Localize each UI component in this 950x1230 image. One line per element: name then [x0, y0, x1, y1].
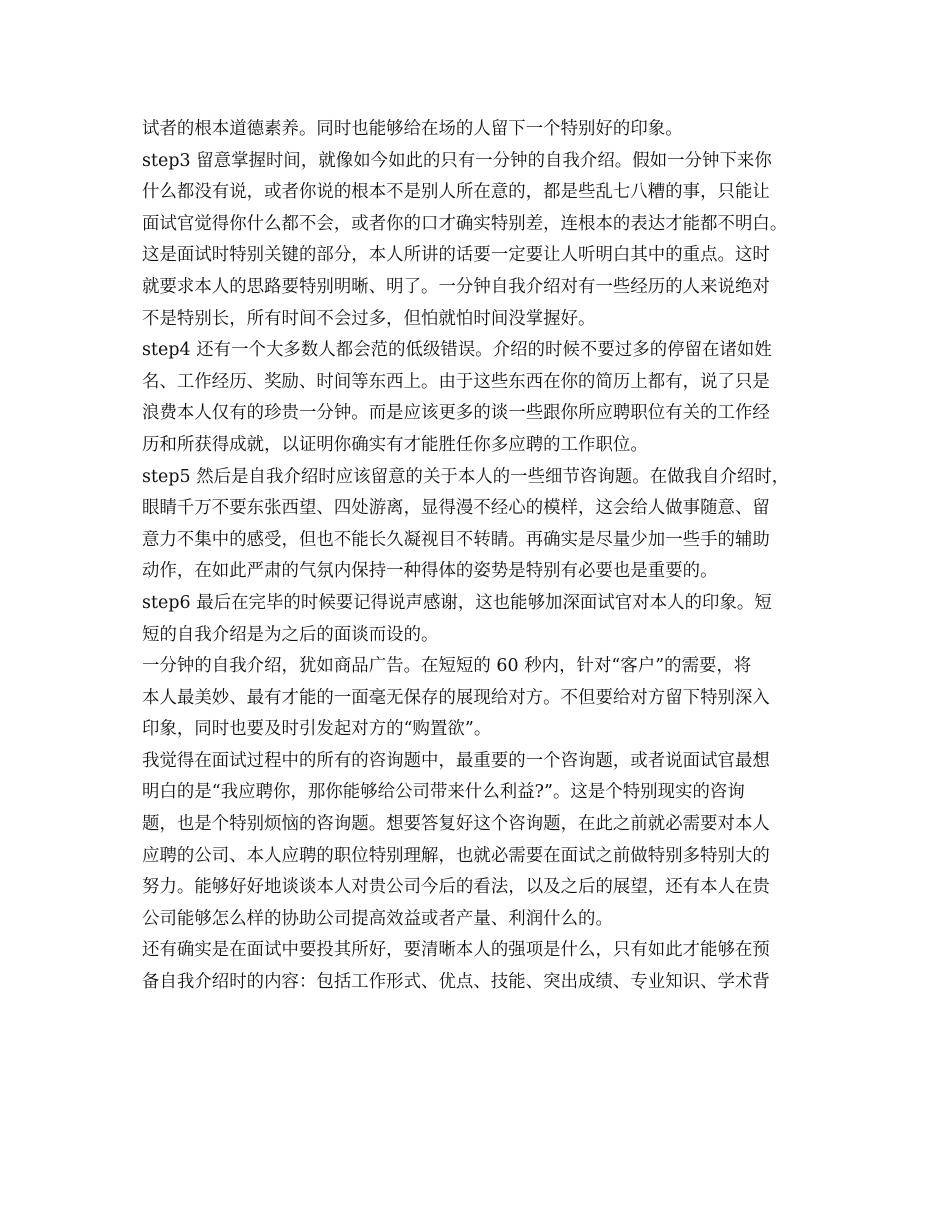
text-line: 意力不集中的感受，但也不能长久凝视目不转睛。再确实是尽量少加一些手的辅助	[142, 529, 770, 550]
text-line: step3 留意掌握时间，就像如今如此的只有一分钟的自我介绍。假如一分钟下来你	[142, 150, 772, 171]
text-line: 浪费本人仅有的珍贵一分钟。而是应该更多的谈一些跟你所应聘职位有关的工作经	[142, 403, 770, 424]
text-line: 历和所获得成就，以证明你确实有才能胜任你多应聘的工作职位。	[142, 434, 648, 455]
text-line: 公司能够怎么样的协助公司提高效益或者产量、利润什么的。	[142, 908, 613, 929]
text-line: 就要求本人的思路要特别明晰、明了。一分钟自我介绍对有一些经历的人来说绝对	[142, 276, 770, 297]
text-line: 一分钟的自我介绍，犹如商品广告。在短短的 60 秒内，针对“客户”的需要，将	[142, 656, 752, 677]
text-line: 应聘的公司、本人应聘的职位特别理解，也就必需要在面试之前做特别多特别大的	[142, 845, 770, 866]
text-line: 我觉得在面试过程中的所有的咨询题中，最重要的一个咨询题，或者说面试官最想	[142, 750, 770, 771]
text-line: 动作，在如此严肃的气氛内保持一种得体的姿势是特别有必要也是重要的。	[142, 561, 718, 582]
text-line: 题，也是个特别烦恼的咨询题。想要答复好这个咨询题，在此之前就必需要对本人	[142, 814, 770, 835]
text-line: step4 还有一个大多数人都会范的低级错误。介绍的时候不要过多的停留在诸如姓	[142, 340, 772, 361]
text-line: step5 然后是自我介绍时应该留意的关于本人的一些细节咨询题。在做我自介绍时，	[142, 466, 790, 487]
text-line: 本人最美妙、最有才能的一面毫无保存的展现给对方。不但要给对方留下特别深入	[142, 687, 770, 708]
text-line: 还有确实是在面试中要投其所好，要清晰本人的强项是什么，只有如此才能够在预	[142, 940, 770, 961]
text-line: step6 最后在完毕的时候要记得说声感谢，这也能够加深面试官对本人的印象。短	[142, 592, 772, 613]
text-line: 短的自我介绍是为之后的面谈而设的。	[142, 624, 439, 645]
body-text	[142, 114, 812, 999]
text-line: 印象，同时也要及时引发起对方的“购置欲”。	[142, 719, 492, 740]
text-line: 努力。能够好好地谈谈本人对贵公司今后的看法，以及之后的展望，还有本人在贵	[142, 877, 770, 898]
text-line: 面试官觉得你什么都不会，或者你的口才确实特别差，连根本的表达才能都不明白。	[142, 213, 788, 234]
text-line: 名、工作经历、奖励、时间等东西上。由于这些东西在你的简历上都有，说了只是	[142, 371, 770, 392]
text-line: 这是面试时特别关键的部分，本人所讲的话要一定要让人听明白其中的重点。这时	[142, 245, 770, 266]
text-line: 眼睛千万不要东张西望、四处游离，显得漫不经心的模样，这会给人做事随意、留	[142, 498, 770, 519]
text-line: 试者的根本道德素养。同时也能够给在场的人留下一个特别好的印象。	[142, 119, 683, 139]
text-line: 什么都没有说，或者你说的根本不是别人所在意的，都是些乱七八糟的事，只能让	[142, 182, 770, 203]
text-line: 明白的是“我应聘你，那你能够给公司带来什么利益?”。这是个特别现实的咨询	[142, 782, 745, 803]
text-line: 不是特别长，所有时间不会过多，但怕就怕时间没掌握好。	[142, 308, 596, 329]
text-line: 备自我介绍时的内容：包括工作形式、优点、技能、突出成绩、专业知识、学术背	[142, 972, 770, 993]
